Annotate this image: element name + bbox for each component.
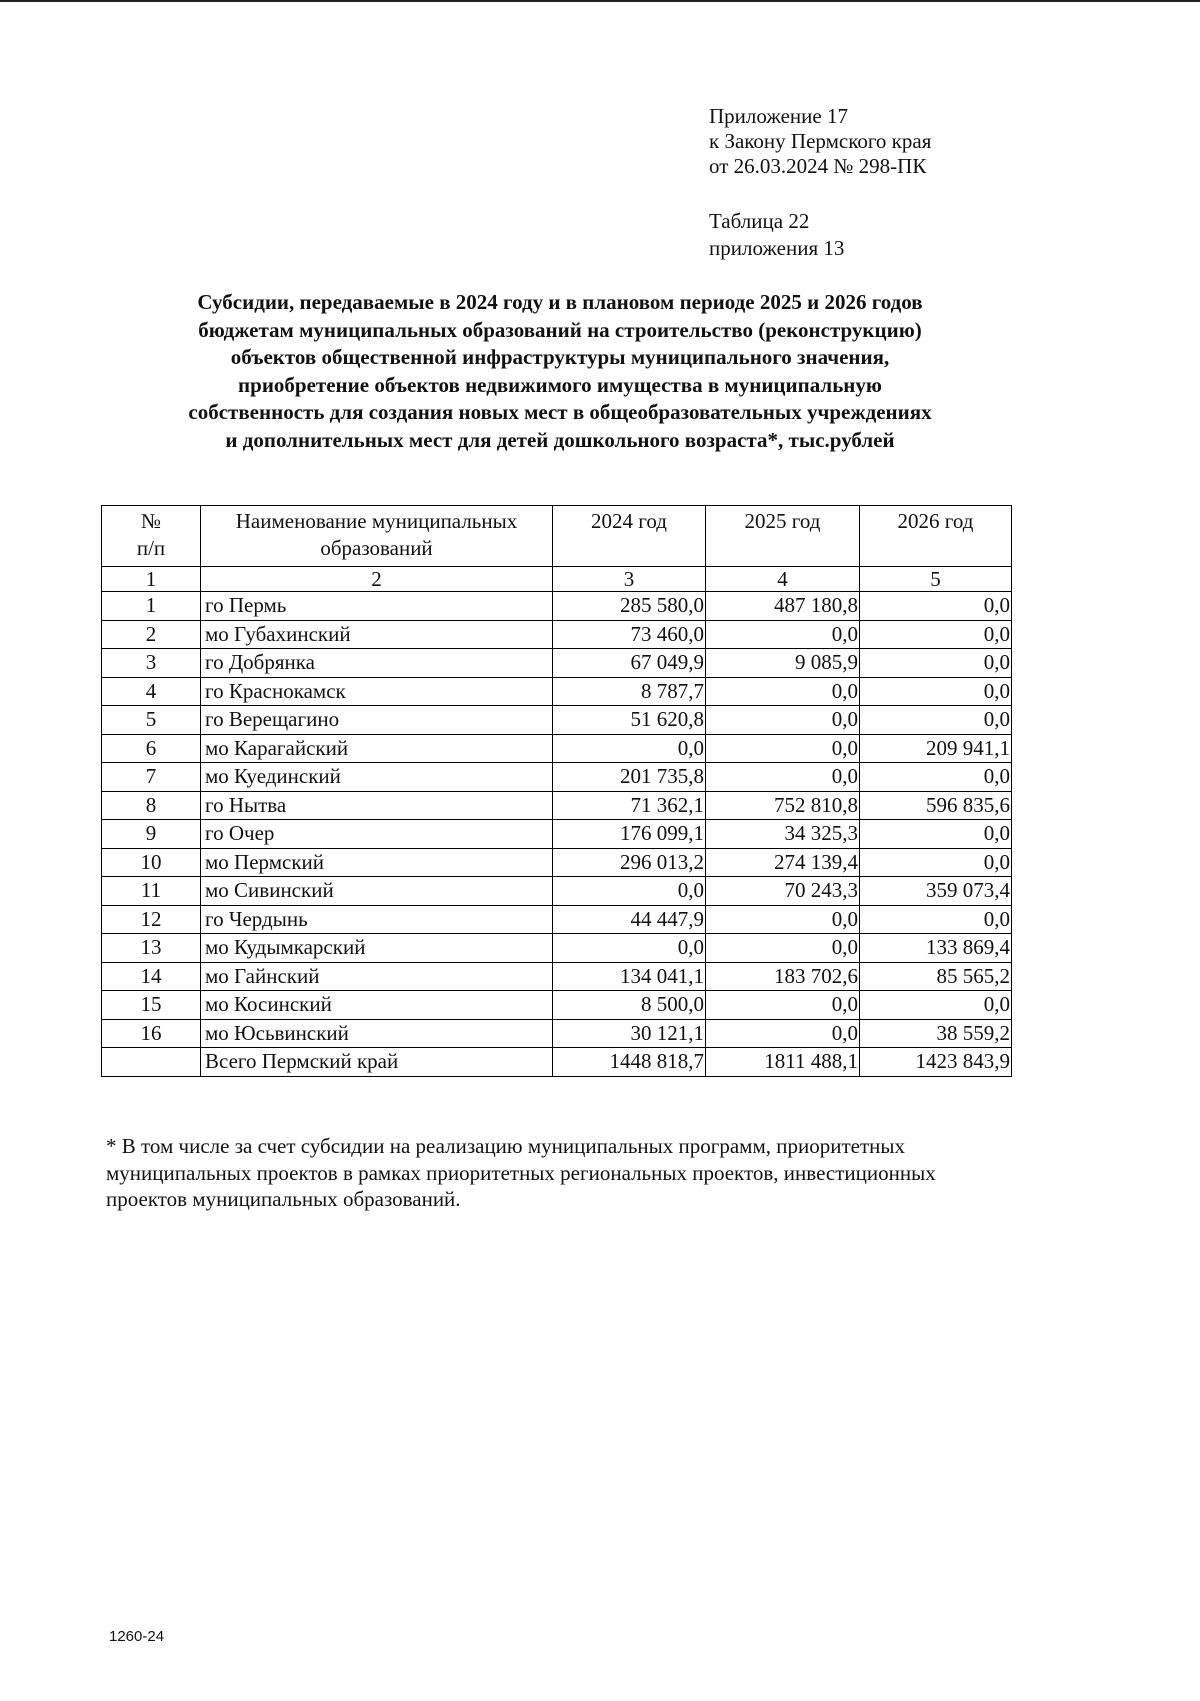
row-number: 1 (102, 592, 201, 621)
table-row (102, 962, 1012, 991)
total-row (102, 1048, 1012, 1077)
municipality-name: го Добрянка (201, 649, 553, 678)
value-2025: 0,0 (706, 706, 860, 735)
municipality-name: мо Карагайский (201, 734, 553, 763)
value-2025: 9 085,9 (706, 649, 860, 678)
value-2024: 67 049,9 (553, 649, 706, 678)
table-row (102, 905, 1012, 934)
footnote-line: муниципальных проектов в рамках приоритетных региональных проектов, инвестиционных (106, 1160, 936, 1185)
value-2026: 0,0 (860, 620, 1012, 649)
column-number: 1 (102, 567, 201, 592)
footnote-line: проектов муниципальных образований. (106, 1187, 461, 1211)
table-header-row (102, 506, 1012, 567)
value-2025: 0,0 (706, 677, 860, 706)
value-2026: 0,0 (860, 905, 1012, 934)
row-number: 12 (102, 905, 201, 934)
row-number: 6 (102, 734, 201, 763)
value-2024: 44 447,9 (553, 905, 706, 934)
table-row (102, 677, 1012, 706)
value-2024: 0,0 (553, 877, 706, 906)
header-2025: 2025 год (706, 506, 860, 567)
value-2024: 285 580,0 (553, 592, 706, 621)
value-2026: 596 835,6 (860, 791, 1012, 820)
value-2024: 134 041,1 (553, 962, 706, 991)
table-row (102, 848, 1012, 877)
value-2025: 0,0 (706, 763, 860, 792)
row-number: 2 (102, 620, 201, 649)
table-row (102, 649, 1012, 678)
value-2026: 85 565,2 (860, 962, 1012, 991)
value-2026: 0,0 (860, 706, 1012, 735)
municipality-name: мо Кудымкарский (201, 934, 553, 963)
value-2026: 0,0 (860, 592, 1012, 621)
value-2025: 0,0 (706, 620, 860, 649)
row-number: 10 (102, 848, 201, 877)
row-number: 15 (102, 991, 201, 1020)
municipality-name: мо Юсьвинский (201, 1019, 553, 1048)
municipality-name: го Пермь (201, 592, 553, 621)
value-2024: 176 099,1 (553, 820, 706, 849)
value-2024: 0,0 (553, 734, 706, 763)
value-2025: 0,0 (706, 905, 860, 934)
value-2024: 201 735,8 (553, 763, 706, 792)
municipality-name: го Краснокамск (201, 677, 553, 706)
value-2024: 0,0 (553, 934, 706, 963)
title-line: собственность для создания новых мест в общеобразовательных учреждениях (188, 400, 932, 424)
value-2026: 38 559,2 (860, 1019, 1012, 1048)
table-row (102, 620, 1012, 649)
row-number: 8 (102, 791, 201, 820)
document-code: 1260-24 (109, 1628, 165, 1645)
appendix-reference (709, 104, 931, 179)
table-row (102, 791, 1012, 820)
footnote (106, 1133, 1006, 1213)
table-row (102, 820, 1012, 849)
value-2025: 752 810,8 (706, 791, 860, 820)
row-number: 4 (102, 677, 201, 706)
table-row (102, 763, 1012, 792)
value-2026: 0,0 (860, 991, 1012, 1020)
value-2024: 71 362,1 (553, 791, 706, 820)
municipality-name: Всего Пермский край (201, 1048, 553, 1077)
header-number-line: п/п (136, 536, 166, 560)
column-number: 4 (706, 567, 860, 592)
appendix-line: Приложение 17 (709, 104, 848, 128)
municipality-name: го Очер (201, 820, 553, 849)
value-2025: 274 139,4 (706, 848, 860, 877)
value-2026: 0,0 (860, 763, 1012, 792)
row-number: 7 (102, 763, 201, 792)
table-row (102, 592, 1012, 621)
header-number (102, 506, 201, 567)
municipality-name: мо Косинский (201, 991, 553, 1020)
municipality-name: мо Куединский (201, 763, 553, 792)
value-2025: 0,0 (706, 1019, 860, 1048)
header-name-line: образований (320, 536, 433, 560)
value-2024: 296 013,2 (553, 848, 706, 877)
footnote-line: * В том числе за счет субсидии на реализацию муниципальных программ, приоритетных (106, 1134, 905, 1158)
row-number: 3 (102, 649, 201, 678)
row-number: 5 (102, 706, 201, 735)
header-2024: 2024 год (553, 506, 706, 567)
value-2024: 73 460,0 (553, 620, 706, 649)
header-number-line: № (140, 509, 162, 533)
value-2026: 359 073,4 (860, 877, 1012, 906)
table-row (102, 991, 1012, 1020)
title-line: объектов общественной инфраструктуры муниципального значения, (230, 345, 890, 369)
value-2024: 8 500,0 (553, 991, 706, 1020)
row-number (102, 1048, 201, 1077)
value-2024: 30 121,1 (553, 1019, 706, 1048)
appendix-line: от 26.03.2024 № 298-ПК (709, 154, 927, 178)
value-2026: 0,0 (860, 820, 1012, 849)
value-2026: 0,0 (860, 848, 1012, 877)
document-title (100, 289, 1020, 454)
header-2026: 2026 год (860, 506, 1012, 567)
title-line: Субсидии, передаваемые в 2024 году и в плановом периоде 2025 и 2026 годов (197, 290, 923, 314)
municipality-name: мо Губахинский (201, 620, 553, 649)
row-number: 16 (102, 1019, 201, 1048)
header-name (201, 506, 553, 567)
value-2024: 1448 818,7 (553, 1048, 706, 1077)
value-2025: 1811 488,1 (706, 1048, 860, 1077)
municipality-name: го Верещагино (201, 706, 553, 735)
title-line: бюджетам муниципальных образований на строительство (реконструкцию) (198, 317, 922, 342)
value-2026: 209 941,1 (860, 734, 1012, 763)
table-reference-line: приложения 13 (709, 236, 845, 260)
column-numbers-row (102, 567, 1012, 592)
value-2025: 70 243,3 (706, 877, 860, 906)
municipality-name: го Нытва (201, 791, 553, 820)
value-2026: 0,0 (860, 649, 1012, 678)
value-2025: 0,0 (706, 734, 860, 763)
value-2026: 1423 843,9 (860, 1048, 1012, 1077)
value-2024: 51 620,8 (553, 706, 706, 735)
municipality-name: го Чердынь (201, 905, 553, 934)
title-line: и дополнительных мест для детей дошкольного возраста*, тыс.рублей (225, 427, 895, 452)
municipality-name: мо Пермский (201, 848, 553, 877)
column-number: 3 (553, 567, 706, 592)
value-2026: 0,0 (860, 677, 1012, 706)
subsidies-table (101, 505, 1012, 1077)
table-row (102, 1019, 1012, 1048)
value-2025: 487 180,8 (706, 592, 860, 621)
value-2025: 0,0 (706, 934, 860, 963)
title-line: приобретение объектов недвижимого имущества в муниципальную (238, 372, 882, 397)
value-2026: 133 869,4 (860, 934, 1012, 963)
table-reference-line: Таблица 22 (709, 209, 810, 233)
municipality-name: мо Гайнский (201, 962, 553, 991)
table-row (102, 706, 1012, 735)
row-number: 13 (102, 934, 201, 963)
value-2025: 0,0 (706, 991, 860, 1020)
page-top-border (0, 0, 1200, 2)
column-number: 5 (860, 567, 1012, 592)
value-2025: 34 325,3 (706, 820, 860, 849)
row-number: 14 (102, 962, 201, 991)
table-reference (709, 208, 844, 262)
value-2024: 8 787,7 (553, 677, 706, 706)
row-number: 11 (102, 877, 201, 906)
table-row (102, 734, 1012, 763)
value-2025: 183 702,6 (706, 962, 860, 991)
header-name-line: Наименование муниципальных (235, 509, 518, 533)
row-number: 9 (102, 820, 201, 849)
municipality-name: мо Сивинский (201, 877, 553, 906)
table-row (102, 934, 1012, 963)
column-number: 2 (201, 567, 553, 592)
appendix-line: к Закону Пермского края (709, 129, 932, 153)
table-row (102, 877, 1012, 906)
